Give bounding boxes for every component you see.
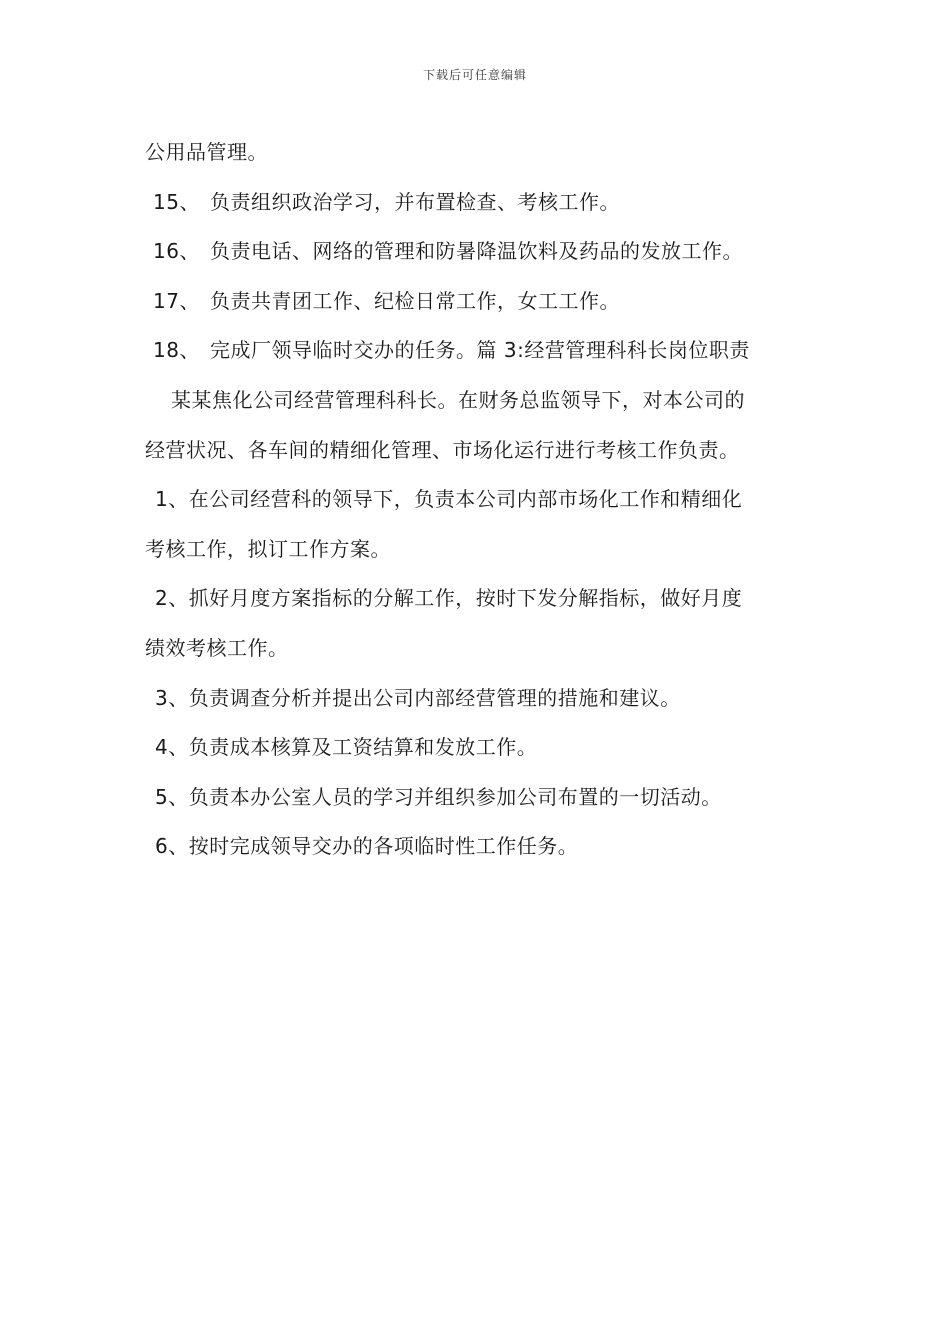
item-text: 完成厂领导临时交办的任务。篇 3:经营管理科科长岗位职责 xyxy=(210,338,750,363)
duty-item: 1、在公司经营科的领导下，负责本公司内部市场化工作和精细化 xyxy=(155,487,743,512)
item-number: 17、 xyxy=(153,288,200,313)
item-text: 负责电话、网络的管理和防暑降温饮料及药品的发放工作。 xyxy=(210,239,743,264)
item-number: 16、 xyxy=(153,239,200,264)
duty-item: 5、负责本办公室人员的学习并组织参加公司布置的一切活动。 xyxy=(155,784,722,809)
list-item xyxy=(145,326,825,376)
duty-item: 4、负责成本核算及工资结算和发放工作。 xyxy=(155,735,538,760)
list-item xyxy=(145,178,825,228)
paragraph-line: 某某焦化公司经营管理科科长。在财务总监领导下，对本公司的 xyxy=(171,387,745,412)
list-item xyxy=(145,227,825,277)
text-line: 公用品管理。 xyxy=(145,140,268,164)
item-number: 15、 xyxy=(153,189,200,214)
item-number: 18、 xyxy=(153,338,200,363)
list-item xyxy=(145,277,825,327)
duty-item-continuation: 考核工作，拟订工作方案。 xyxy=(145,536,391,561)
duty-item: 6、按时完成领导交办的各项临时性工作任务。 xyxy=(155,834,579,859)
duty-item: 2、抓好月度方案指标的分解工作，按时下发分解指标，做好月度 xyxy=(155,586,743,611)
item-text: 负责组织政治学习，并布置检查、考核工作。 xyxy=(210,189,620,214)
item-text: 负责共青团工作、纪检日常工作，女工工作。 xyxy=(210,288,620,313)
duty-item-continuation: 绩效考核工作。 xyxy=(145,635,289,660)
duty-item: 3、负责调查分析并提出公司内部经营管理的措施和建议。 xyxy=(155,685,681,710)
document-body xyxy=(145,128,825,872)
page-header: 下载后可任意编辑 xyxy=(422,68,527,82)
paragraph-line: 经营状况、各车间的精细化管理、市场化运行进行考核工作负责。 xyxy=(145,437,740,462)
